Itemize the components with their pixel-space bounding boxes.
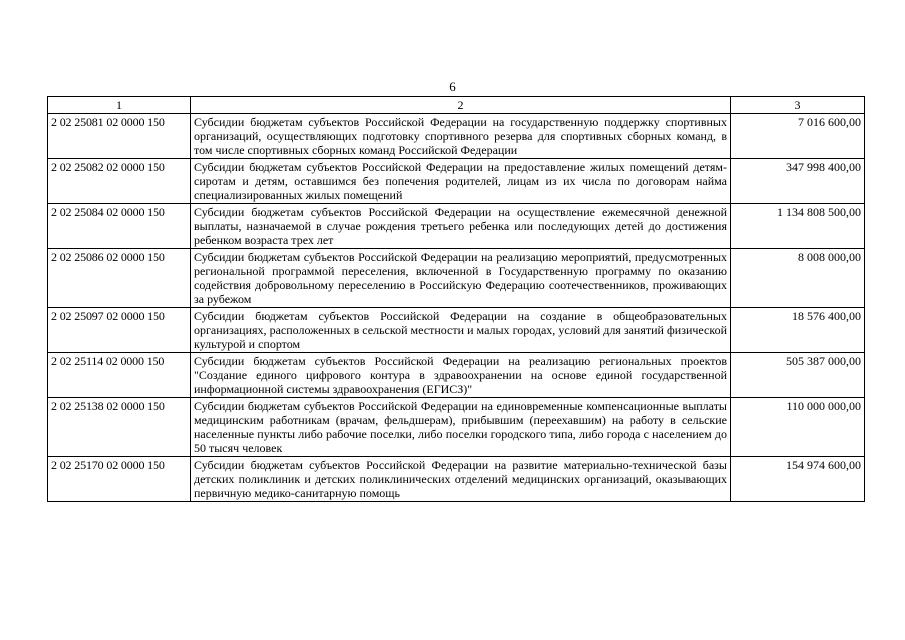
table-row xyxy=(48,308,865,353)
description-cell: Субсидии бюджетам субъектов Российской Федерации на государственную поддержку спортивных организаций, осуществляющих подготовку спортивного резерва для спортивных сборных команд, в том числе спортивных сборных команд Российской Федерации xyxy=(191,114,731,159)
amount-cell: 347 998 400,00 xyxy=(731,159,865,204)
amount-cell: 18 576 400,00 xyxy=(731,308,865,353)
budget-code-cell: 2 02 25082 02 0000 150 xyxy=(48,159,191,204)
amount-cell: 7 016 600,00 xyxy=(731,114,865,159)
amount-cell: 505 387 000,00 xyxy=(731,353,865,398)
table-row xyxy=(48,398,865,457)
description-cell: Субсидии бюджетам субъектов Российской Федерации на предоставление жилых помещений детям-сиротам и детям, оставшимся без попечения родителей, лицам из их числа по договорам найма специализированных жилых помещений xyxy=(191,159,731,204)
table-row xyxy=(48,457,865,502)
description-cell: Субсидии бюджетам субъектов Российской Федерации на реализацию мероприятий, предусмотренных региональной программой переселения, включенной в Государственную программу по оказанию содействия добровольному переселению в Российскую Федерацию соотечественников, проживающих за рубежом xyxy=(191,249,731,308)
budget-code-cell: 2 02 25086 02 0000 150 xyxy=(48,249,191,308)
column-header-description: 2 xyxy=(191,97,731,114)
description-cell: Субсидии бюджетам субъектов Российской Федерации на создание в общеобразовательных организациях, расположенных в сельской местности и малых городах, условий для занятий физической культурой и спортом xyxy=(191,308,731,353)
amount-cell: 1 134 808 500,00 xyxy=(731,204,865,249)
table-row xyxy=(48,114,865,159)
column-header-amount: 3 xyxy=(731,97,865,114)
budget-code-cell: 2 02 25081 02 0000 150 xyxy=(48,114,191,159)
description-cell: Субсидии бюджетам субъектов Российской Федерации на реализацию региональных проектов "Создание единого цифрового контура в здравоохранении на основе единой государственной информационной системы здравоохранения (ЕГИСЗ)" xyxy=(191,353,731,398)
table-header-row xyxy=(48,97,865,114)
table-row xyxy=(48,353,865,398)
budget-code-cell: 2 02 25138 02 0000 150 xyxy=(48,398,191,457)
subsidies-table xyxy=(47,96,865,502)
table-row xyxy=(48,159,865,204)
table-row xyxy=(48,204,865,249)
budget-code-cell: 2 02 25084 02 0000 150 xyxy=(48,204,191,249)
amount-cell: 154 974 600,00 xyxy=(731,457,865,502)
description-cell: Субсидии бюджетам субъектов Российской Федерации на развитие материально-технической базы детских поликлиник и детских поликлинических отделений медицинских организаций, оказывающих первичную медико-санитарную помощь xyxy=(191,457,731,502)
budget-code-cell: 2 02 25114 02 0000 150 xyxy=(48,353,191,398)
table-row xyxy=(48,249,865,308)
description-cell: Субсидии бюджетам субъектов Российской Федерации на единовременные компенсационные выплаты медицинским работникам (врачам, фельдшерам), прибывшим (переехавшим) на работу в сельские населенные пункты либо рабочие поселки, либо поселки городского типа, либо города с населением до 50 тысяч человек xyxy=(191,398,731,457)
budget-code-cell: 2 02 25170 02 0000 150 xyxy=(48,457,191,502)
amount-cell: 8 008 000,00 xyxy=(731,249,865,308)
amount-cell: 110 000 000,00 xyxy=(731,398,865,457)
page-number: 6 xyxy=(449,79,456,94)
description-cell: Субсидии бюджетам субъектов Российской Федерации на осуществление ежемесячной денежной выплаты, назначаемой в случае рождения третьего ребенка или последующих детей до достижения ребенком возраста трех лет xyxy=(191,204,731,249)
column-header-code: 1 xyxy=(48,97,191,114)
budget-code-cell: 2 02 25097 02 0000 150 xyxy=(48,308,191,353)
